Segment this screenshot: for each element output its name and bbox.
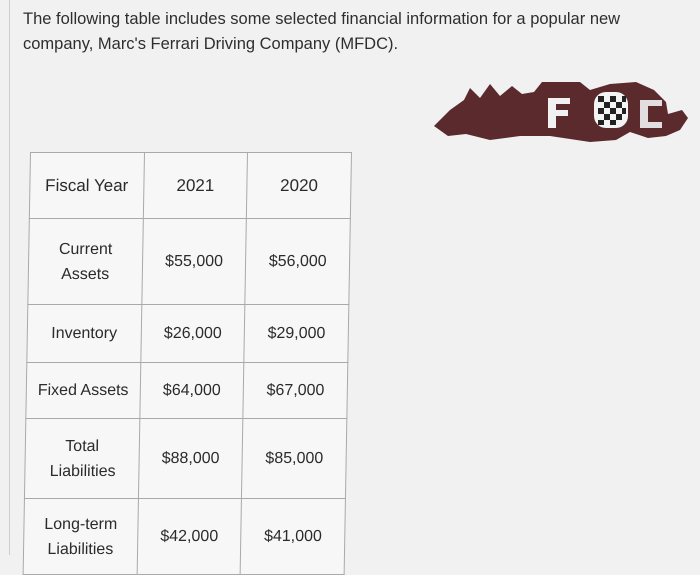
table-row [28, 219, 351, 305]
cell-2021: $55,000 [141, 219, 246, 305]
table-row [26, 363, 348, 419]
financial-table [23, 152, 352, 575]
table-header-row [29, 153, 351, 219]
header-2021: 2021 [143, 153, 248, 219]
row-label: Long-term Liabilities [44, 515, 118, 558]
row-label: Fixed Assets [37, 382, 129, 399]
cell-2020: $29,000 [244, 305, 349, 363]
table-row [24, 419, 346, 499]
cell-2021: $26,000 [140, 305, 245, 363]
row-label: Inventory [51, 325, 118, 342]
cell-2020: $85,000 [242, 419, 347, 499]
header-fiscal-year: Fiscal Year [29, 153, 144, 219]
table-row [27, 305, 349, 363]
header-2020: 2020 [247, 153, 352, 219]
cell-2021: $42,000 [137, 499, 242, 575]
row-label: Total Liabilities [49, 437, 116, 480]
cell-2021: $88,000 [138, 419, 243, 499]
cell-2020: $67,000 [243, 363, 348, 419]
financial-table-wrapper [23, 152, 356, 572]
intro-paragraph: The following table includes some selected financial information for a popular new company, Marc's Ferrari Driving Company (MFDC). [23, 10, 621, 53]
cell-2020: $56,000 [245, 219, 350, 305]
cell-2021: $64,000 [139, 363, 244, 419]
table-row [23, 499, 345, 575]
cell-2020: $41,000 [240, 499, 345, 575]
row-label: Current Assets [58, 240, 113, 283]
mfdc-logo [430, 70, 692, 150]
